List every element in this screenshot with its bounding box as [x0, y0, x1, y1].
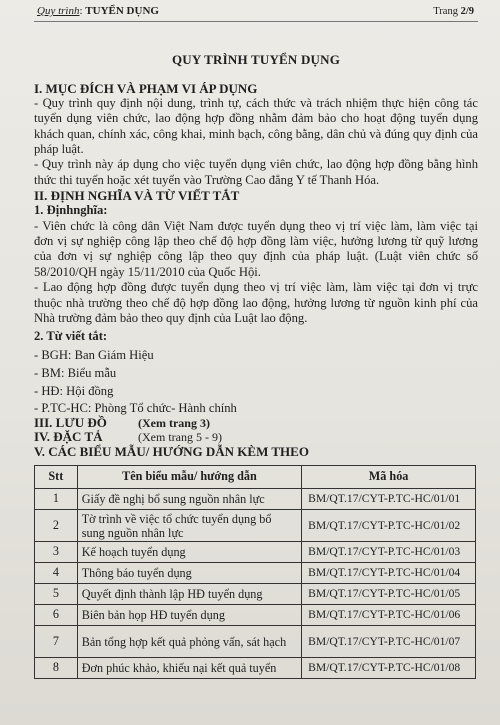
row-code: BM/QT.17/CYT-P.TC-HC/01/07 [302, 626, 476, 658]
table-row [35, 489, 476, 510]
table-row [35, 626, 476, 658]
forms-table [34, 465, 476, 679]
definition-vien-chuc: - Viên chức là công dân Việt Nam được tuyển dụng theo vị trí việc làm, làm việc tại đơn vị sự nghiệp công lập theo chế độ hợp đồng làm việc, hưởng lương từ quỹ lương của đơn vị sự nghiệp công lập theo quy định của pháp luật. (Luật viên chức số 58/2010/QH ngày 15/11/2010 của Quốc Hội. [34, 218, 478, 279]
row-code: BM/QT.17/CYT-P.TC-HC/01/08 [302, 658, 476, 679]
row-stt: 7 [35, 626, 78, 658]
page-number-value: 2/9 [460, 6, 474, 17]
row-code: BM/QT.17/CYT-P.TC-HC/01/02 [302, 510, 476, 542]
row-code: BM/QT.17/CYT-P.TC-HC/01/04 [302, 563, 476, 584]
page-label: Trang [433, 6, 458, 17]
section4-heading: IV. ĐẶC TẢ [34, 429, 103, 445]
document-title: QUY TRÌNH TUYỂN DỤNG [171, 52, 341, 68]
abbreviation-item: - BGH: Ban Giám Hiệu [34, 347, 154, 362]
section1-heading: I. MỤC ĐÍCH VÀ PHẠM VI ÁP DỤNG [34, 80, 258, 96]
process-label: Quy trình [37, 5, 80, 17]
section2-heading: II. ĐỊNH NGHĨA VÀ TỪ VIẾT TẮT [34, 188, 240, 204]
definition-lao-dong: - Lao động hợp đồng được tuyển dụng theo vị trí việc làm, làm việc tại đơn vị trực thuộc nhà trường theo chế độ hợp đồng lao động, hưởng lương từ nguồn kinh phí của Nhà trường đảm bảo theo quy định của Luật lao động. [34, 280, 478, 326]
table-row [35, 605, 476, 626]
table-row [35, 658, 476, 679]
row-code: BM/QT.17/CYT-P.TC-HC/01/03 [302, 542, 476, 563]
process-info: Quy trình: TUYỂN DỤNG [37, 5, 159, 17]
row-code: BM/QT.17/CYT-P.TC-HC/01/06 [302, 605, 476, 626]
row-name: Giấy đề nghị bổ sung nguồn nhân lực [77, 489, 301, 510]
section4-row [34, 430, 478, 444]
page-number [433, 4, 474, 19]
table-row [35, 542, 476, 563]
row-stt: 4 [35, 563, 78, 584]
row-name: Thông báo tuyển dụng [77, 563, 301, 584]
section1-para2: - Quy trình này áp dụng cho việc tuyển dụng viên chức, lao động hợp đồng bằng hình thức thi tuyển hoặc xét tuyển vào Trường Cao đẳng Y tế Thanh Hóa. [34, 157, 478, 187]
row-stt: 8 [35, 658, 78, 679]
abbreviation-item: - P.TC-HC: Phòng Tổ chức- Hành chính [34, 401, 237, 416]
row-name: Kế hoạch tuyển dụng [77, 542, 301, 563]
row-code: BM/QT.17/CYT-P.TC-HC/01/05 [302, 584, 476, 605]
row-name: Đơn phúc khảo, khiếu nại kết quả tuyển [77, 658, 301, 679]
definitions-subheading: 1. Địnhnghĩa: [34, 203, 108, 218]
row-stt: 5 [35, 584, 78, 605]
column-header-name: Tên biểu mẫu/ hướng dẫn [77, 466, 301, 489]
abbreviation-item: - BM: Biểu mẫu [34, 365, 117, 380]
row-name: Tờ trình về việc tổ chức tuyển dụng bổ sung nguồn nhân lực [77, 510, 301, 542]
section3-reference: (Xem trang 3) [138, 416, 210, 431]
column-header-code: Mã hóa [302, 466, 476, 489]
row-stt: 6 [35, 605, 78, 626]
abbreviations-subheading: 2. Từ viết tắt: [34, 328, 108, 343]
section5-heading: V. CÁC BIỂU MẪU/ HƯỚNG DẪN KÈM THEO [34, 444, 309, 460]
row-stt: 2 [35, 510, 78, 542]
row-stt: 1 [35, 489, 78, 510]
table-row [35, 584, 476, 605]
row-name: Bản tổng hợp kết quả phỏng vấn, sát hạch [77, 626, 301, 658]
row-name: Biên bản họp HĐ tuyển dụng [77, 605, 301, 626]
page-header [37, 4, 474, 19]
table-row [35, 563, 476, 584]
section1-para1: - Quy trình quy định nội dung, trình tự, cách thức và trách nhiệm thực hiện công tác tuyển dụng viên chức, lao động hợp đồng nhằm đảm bảo cho hoạt động tuyển dụng khách quan, chính xác, công khai, minh bạch, công bằng, dân chủ và đúng quy định của pháp luật. [34, 95, 478, 157]
section3-row [34, 416, 478, 430]
process-name: TUYỂN DỤNG [85, 5, 159, 17]
table-header-row [35, 466, 476, 489]
column-header-stt: Stt [35, 466, 78, 489]
header-divider [34, 21, 478, 22]
row-name: Quyết định thành lập HĐ tuyển dụng [77, 584, 301, 605]
section4-reference: (Xem trang 5 - 9) [138, 430, 222, 445]
row-code: BM/QT.17/CYT-P.TC-HC/01/01 [302, 489, 476, 510]
row-stt: 3 [35, 542, 78, 563]
section3-heading: III. LƯU ĐỒ [34, 415, 107, 431]
abbreviation-item: - HĐ: Hội đồng [34, 383, 114, 398]
table-row [35, 510, 476, 542]
